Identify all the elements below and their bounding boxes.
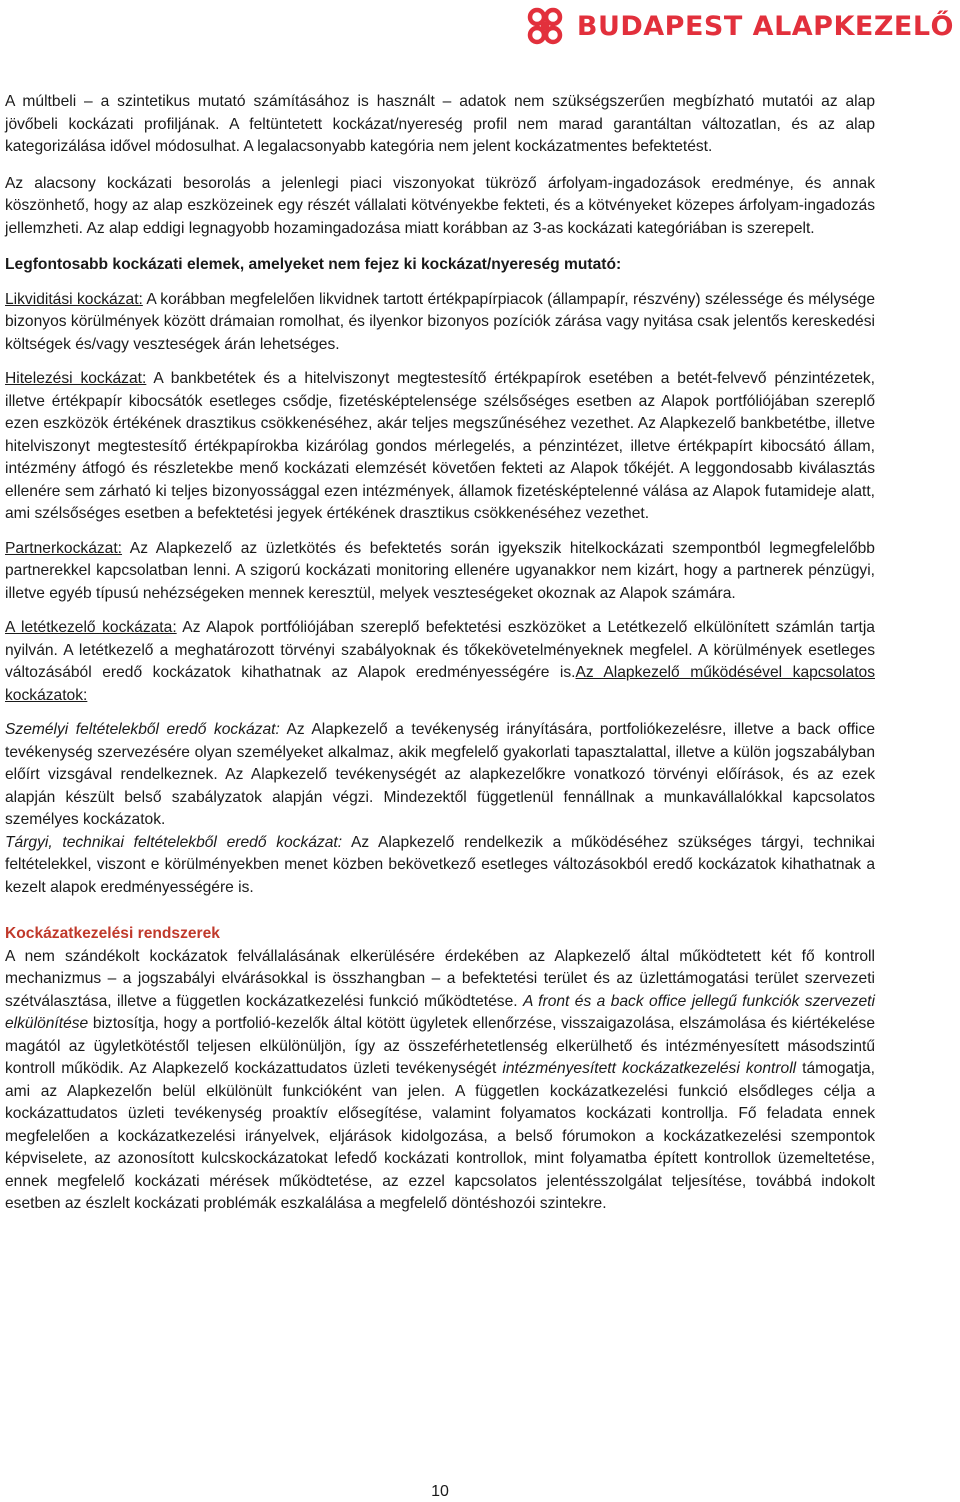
liquidity-risk-text: A korábban megfelelően likvidnek tartott értékpapírpiacok (állampapír, részvény) szélessége és mélysége bizonyos körülmények között drámaian romolhat, és ilyenkor bizonyos pozíciók zárása vagy nyitása csak jelentős kereskedési költségek és/vagy veszteségek árán lehetséges. — [5, 290, 875, 353]
paragraph-personal-risk — [5, 719, 875, 832]
liquidity-risk-label: Likviditási kockázat: — [5, 290, 143, 308]
page-number: 10 — [431, 1483, 449, 1500]
paragraph-technical-risk — [5, 832, 875, 900]
operational-risk-label: Az Alapkezelő működésével kapcsolatos kockázatok: — [5, 664, 875, 704]
logo-text: BUDAPEST ALAPKEZELŐ — [576, 10, 954, 42]
heading-key-risks: Legfontosabb kockázati elemek, amelyeket nem fejez ki kockázat/nyereség mutató: — [5, 256, 622, 273]
counterparty-risk-text: Az Alapkezelő az üzletkötés és befektetés során igyekszik hitelkockázati szempontból legmegfelelőbb partnerekkel kapcsolatban lenni. A szigorú kockázati monitoring ellenére ugyanakkor nem kizárt, hogy a partnerek pénzügyi, illetve egyéb típusú nehézségeken mennek keresztül, melyek veszteségeket okoznak az Alapok számára. — [5, 539, 875, 602]
company-logo — [523, 4, 954, 48]
personal-risk-label: Személyi feltételekből eredő kockázat: — [5, 721, 280, 738]
technical-risk-label: Tárgyi, technikai feltételekből eredő kockázat: — [5, 833, 343, 851]
technical-risk-text: Az Alapkezelő rendelkezik a működéséhez szükséges tárgyi, technikai feltételekkel, viszont e körülményekben menet közben bekövetkező esetleges változásokból eredő kockázatok kihathatnak a kezelt alapok eredményességére is. — [5, 833, 875, 896]
paragraph-liquidity-risk — [5, 289, 875, 357]
paragraph-risk-management — [5, 946, 875, 1216]
paragraph-past-data: A múltbeli – a szintetikus mutató számításához is használt – adatok nem szükségszerűen megbízható mutatói az alap jövőbeli kockázati profiljának. A feltüntetett kockázat/nyereség profil nem marad garantáltan változatlan, és az alap kategorizálása idővel módosulhat. A legalacsonyabb kategória nem jelent kockázatmentes befektetést. — [5, 93, 875, 155]
paragraph-custodian-risk — [5, 617, 875, 707]
mgmt-text-e: támogatja, ami az Alapkezelőn belül elkülönült funkcióként van jelen. A független kockázatkezelési funkció elsődleges célja a kockázattudatos üzleti tevékenység proaktív elősegítése, valamint folyamatos kockázati kontrollja. Fő feladata ennek megfelelően a kockázatkezelési irányelvek, eljárások kidolgozása, a belső fórumokon a kockázatkezelési szempontok képviselete, az azonosított kulcskockázatokat lefedő kockázati kontrollok, mint folyamatba épített kontrollok üzemeltetése, ennek megfelelő kockázati mérések működtetése, az ezzel kapcsolatos jelentésszolgálat teljesítése, továbbá indokolt esetben az észlelt kockázati problémák eszkalálása a megfelelő döntéshozói szintekre. — [5, 1060, 875, 1212]
heading-risk-management: Kockázatkezelési rendszerek — [5, 925, 220, 942]
credit-risk-label: Hitelezési kockázat: — [5, 370, 147, 387]
budapest-alapkezelo-logo-icon — [523, 4, 567, 48]
personal-risk-text: Az Alapkezelő a tevékenység irányítására, portfoliókezelésre, illetve a back office tevékenység szervezésére olyan személyeket alkalmaz, akik megfelelő gyakorlati tapasztalattal, illetve a külön jogszabályban előírt vizsgával rendelkeznek. Az Alapkezelő tevékenységét az alapkezelőkre vonatkozó törvényi előírások, és az ezek alapján készült belső szabályzatok alapján végzi. Mindezektől függetlenül fennállnak a munkavállalókkal kapcsolatos személyes kockázatok. — [5, 721, 875, 828]
custodian-risk-label: A letétkezelő kockázata: — [5, 619, 177, 636]
document-body — [5, 91, 875, 1216]
mgmt-text-d: intézményesített kockázatkezelési kontroll — [502, 1060, 797, 1077]
mgmt-text-b: A front és a back office jellegű funkciók szervezeti elkülönítése — [5, 992, 875, 1032]
paragraph-low-risk: Az alacsony kockázati besorolás a jelenlegi piaci viszonyokat tükröző árfolyam-ingadozások eredménye, és annak köszönhető, hogy az alap eszközeinek egy részét vállalati kötvényekbe fekteti, és a kötvényeket közepes árfolyam-ingadozás jellemzheti. Az alap eddigi legnagyobb hozamingadozása miatt korábban az 3-as kockázati kategóriában is szerepelt. — [5, 174, 875, 237]
mgmt-text-a: A nem szándékolt kockázatok felvállalásának elkerülésére érdekében az Alapkezelő által működtetett két fő kontroll mechanizmus – a jogszabályi elvárásokkal is összhangban – a befektetési terület és az üzlettámogatási terület szervezeti szétválasztása, illetve a független kockázatkezelési funkció működtetése. — [5, 947, 875, 1010]
counterparty-risk-label: Partnerkockázat: — [5, 539, 123, 557]
mgmt-text-c: biztosítja, hogy a portfolió-kezelők által kötött ügyletek ellenőrzése, visszaigazolása, elszámolása és kiértékelése magától az ügyletkötéstől teljesen elkülönüljön, így az összeférhetetlenség elkerülhető és intézményesített másodszintű kontroll működik. Az Alapkezelő kockázattudatos üzleti tevékenységét — [5, 1015, 875, 1077]
paragraph-credit-risk — [5, 368, 875, 526]
custodian-risk-text: Az Alapok portfóliójában szereplő befektetési eszközöket a Letétkezelő elkülönített számlán tartja nyilván. A letétkezelő a meghatározott törvényi szabályoknak és tőkekövetelményeknek megfelel. A körülmények esetleges változásából eredő kockázatok kihathatnak az Alapok eredményességére is. — [5, 619, 875, 681]
credit-risk-text: A bankbetétek és a hitelviszonyt megtestesítő értékpapírok esetében a betét-felvevő pénzintézetek, illetve értékpapír kibocsátók esetleges csődje, fizetésképtelensége szélsőséges esetben az Alapok portfóliójában szereplő ezen eszközök értékének drasztikus csökkenéséhez, akár teljes megszűnéséhez vezethet. Az Alapkezelő bankbetétbe, illetve hitelviszonyt megtestesítő értékpapírokba kizárólag gondos mérlegelés, a pénzintézet, illetve értékpapírt kibocsátó állam, intézmény átfogó és részletekbe menő kockázati elemzését követően fekteti az Alapok tőkéjét. A leggondosabb kiválasztás ellenére sem zárható ki teljes bizonyossággal ezen intézmények, államok fizetésképtelenné válása az Alapok futamideje alatt, ami szélsőséges esetben a befektetési jegyek értékének drasztikus csökkenéséhez vezethet. — [5, 370, 876, 522]
paragraph-counterparty-risk — [5, 538, 875, 606]
